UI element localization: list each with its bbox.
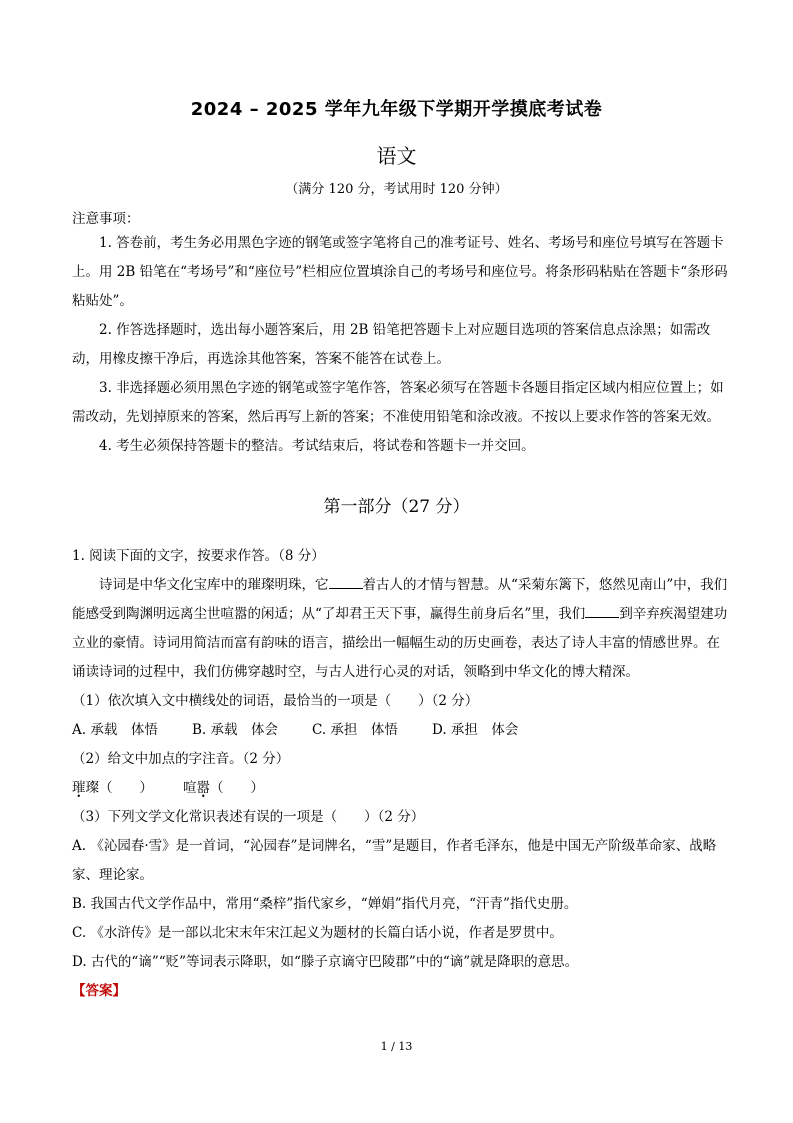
answer-paren: （ ）: [210, 780, 264, 796]
option-b: B. 承载 体会: [192, 722, 279, 738]
sub-question-1: （1）依次填入文中横线处的词语，最恰当的一项是（ ）（2 分）: [72, 693, 479, 709]
answer-paren: （ ）: [99, 780, 153, 796]
dotted-char: 璀: [72, 780, 86, 796]
answer-label: 【答案】: [72, 983, 126, 999]
score-line: （满分 120 分，考试用时 120 分钟）: [285, 182, 508, 197]
word-char: 喧: [183, 780, 197, 796]
question-1: [72, 542, 732, 1006]
notice-item: 1. 答卷前，考生务必用黑色字迹的钢笔或签字笔将自己的准考证号、姓名、考场号和座位号填写在答题卡上。用 2B 铅笔在“考场号”和“座位号”栏相应位置填涂自己的考场号和座位号。将条形码粘贴在答题卡“条形码粘贴处”。: [72, 235, 728, 309]
passage-part: 诗词是中华文化宝库中的璀璨明珠，它: [99, 577, 329, 593]
reading-passage: [72, 571, 732, 687]
sub3-option-a: A. 《沁园春·雪》是一首词，“沁园春”是词牌名，“雪”是题目，作者毛泽东，他是中国无产阶级革命家、战略家、理论家。: [72, 838, 717, 883]
question-stem: 1. 阅读下面的文字，按要求作答。（8 分）: [72, 548, 325, 564]
page-number: 1 / 13: [380, 1040, 413, 1053]
word-char: 璨: [85, 780, 99, 796]
notice-heading: 注意事项：: [72, 211, 140, 227]
notice-item: 4. 考生必须保持答题卡的整洁。考试结束后，将试卷和答题卡一并交回。: [99, 438, 535, 454]
sub1-options: [72, 716, 732, 745]
notice-item: 2. 作答选择题时，选出每小题答案后，用 2B 铅笔把答题卡上对应题目选项的答案信息点涂黑；如需改动，用橡皮擦干净后，再选涂其他答案，答案不能答在试卷上。: [72, 322, 711, 367]
fill-blank-2: [585, 603, 619, 618]
passage-part: 到辛弃疾渴望建功立业的豪情。诗词用简洁而富有韵味的语言，描绘出一幅幅生动的历史画卷，表达了诗人丰富的情感世界。在诵读诗词的过程中，我们仿佛穿越时空，与古人进行心灵的对话，领略到中华文化的博大精深。: [72, 606, 728, 680]
option-d: D. 承担 体会: [432, 722, 519, 738]
sub3-option-d: D. 古代的“谪”“贬”等词表示降职，如“滕子京谪守巴陵郡”中的“谪”就是降职的意思。: [72, 954, 579, 970]
pinyin-items: [72, 774, 732, 803]
section-title: 第一部分（27 分）: [323, 497, 470, 517]
fill-blank-1: [329, 574, 363, 589]
sub-question-3: （3）下列文学文化常识表述有误的一项是（ ）（2 分）: [72, 809, 425, 825]
notice-list: [72, 229, 732, 461]
sub-question-2: （2）给文中加点的字注音。（2 分）: [72, 751, 290, 767]
sub3-option-b: B. 我国古代文学作品中，常用“桑梓”指代家乡，“婵娟”指代月亮，“汗青”指代史册。: [72, 896, 578, 912]
dotted-char: 嚣: [196, 780, 210, 796]
subject-title: 语文: [376, 144, 417, 168]
exam-title: 2024 – 2025 学年九年级下学期开学摸底考试卷: [190, 99, 603, 120]
sub3-option-c: C. 《水浒传》是一部以北宋末年宋江起义为题材的长篇白话小说，作者是罗贯中。: [72, 925, 563, 941]
passage-part: 着古人的才情与智慧。从“采菊东篱下，悠然见南山”中，我们能感受到陶渊明远离尘世喧嚣的闲适；从“了却君王天下事，赢得生前身后名”里，我们: [72, 577, 728, 622]
option-c: C. 承担 体悟: [312, 722, 398, 738]
option-a: A. 承载 体悟: [72, 722, 158, 738]
notice-item: 3. 非选择题必须用黑色字迹的钢笔或签字笔作答，答案必须写在答题卡各题目指定区域内相应位置上；如需改动，先划掉原来的答案，然后再写上新的答案；不准使用铅笔和涂改液。不按以上要求作答的答案无效。: [72, 380, 724, 425]
